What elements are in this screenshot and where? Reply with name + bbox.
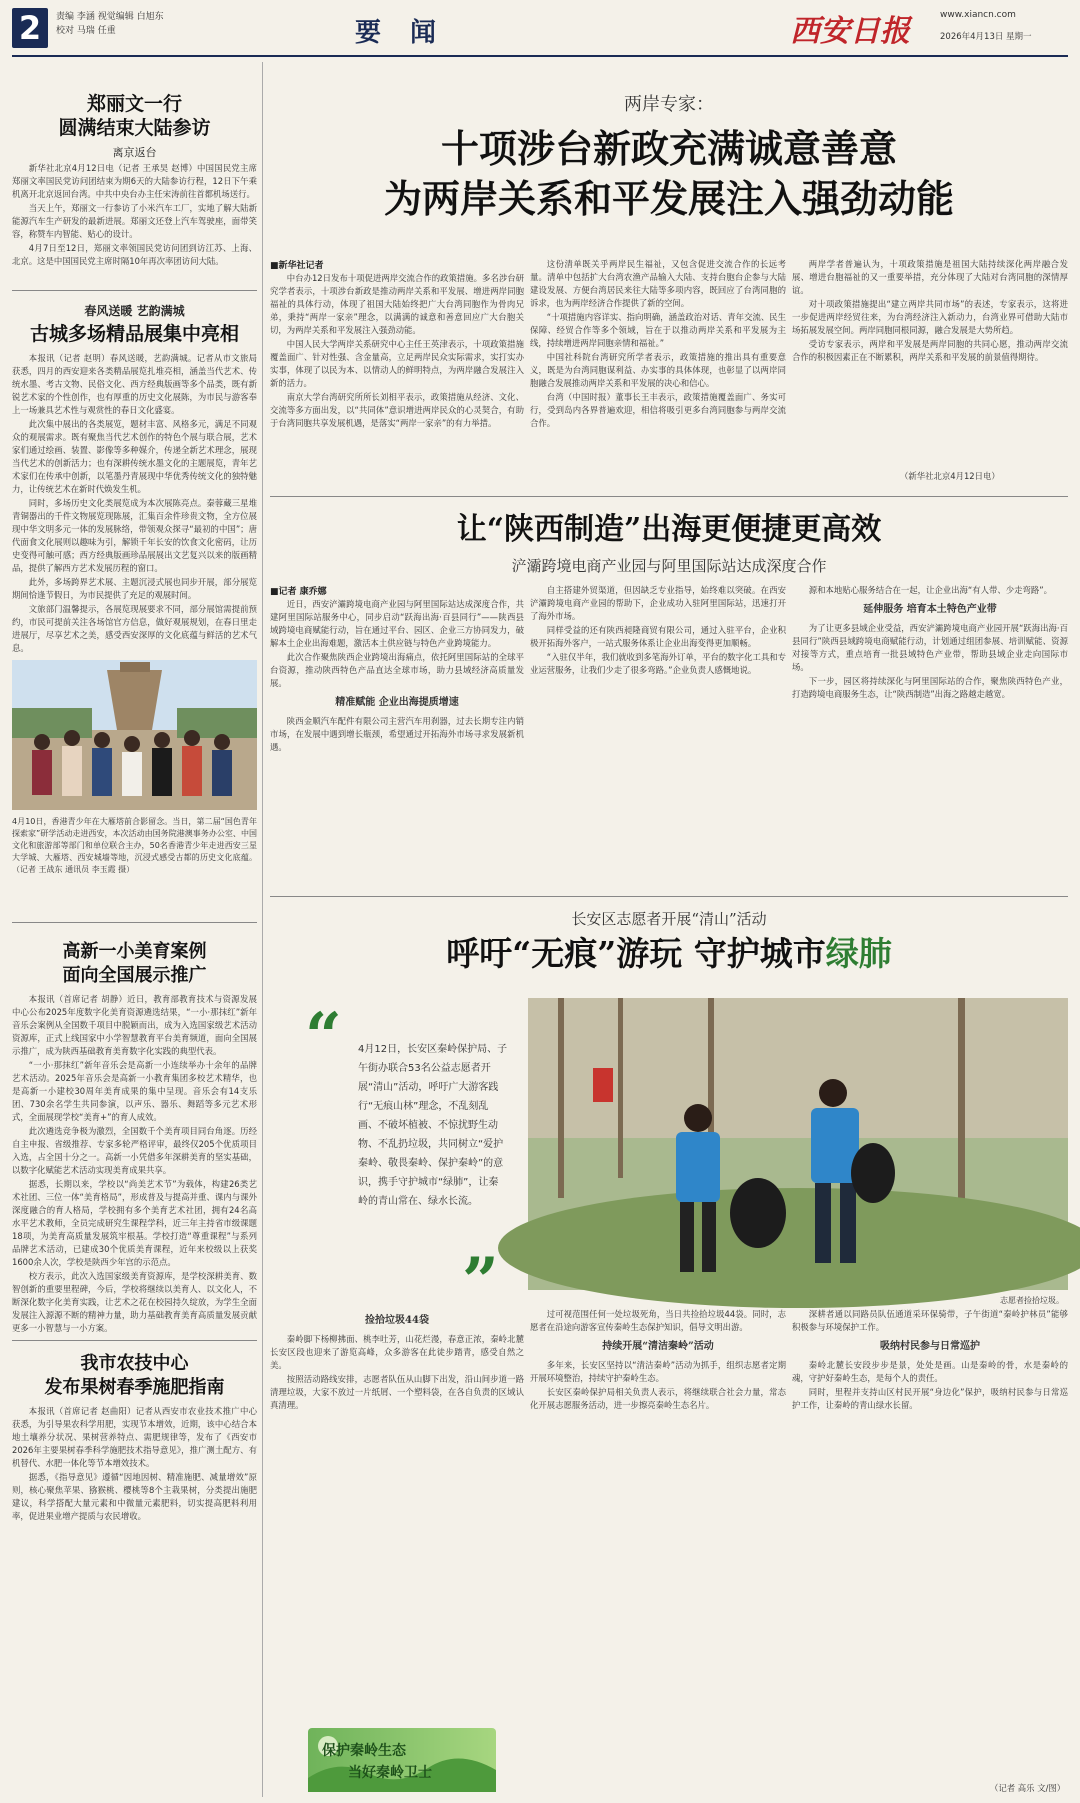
article-2-body bbox=[12, 352, 257, 653]
mid-story-col-3 bbox=[792, 584, 1068, 888]
article-2-kicker: 春风送暖 艺韵满城 bbox=[84, 304, 185, 318]
issue-date: 2026年4月13日 星期一 bbox=[940, 32, 1032, 42]
top-story-para: 台湾（中国时报）董事长王丰表示，政策措施覆盖面广、务实可行，受到岛内各界普遍欢迎，相信将吸引更多台湾同胞参与两岸交流合作。 bbox=[530, 392, 786, 428]
mid-story-subtitle: 浐灞跨境电商产业园与阿里国际站达成深度合作 bbox=[511, 557, 827, 575]
mid-story-col-1 bbox=[270, 598, 524, 888]
top-story-title-line-1: 十项涉台新政充满诚意善意 bbox=[440, 126, 897, 171]
mid-story-byline: ■记者 康乔娜 bbox=[270, 587, 327, 597]
bottom-story-para: 同时，里程并支持山区村民开展“身边化”保护，吸纳村民参与日常巡护工作，让秦岭的青山绿水长留。 bbox=[792, 1387, 1068, 1410]
article-4-title bbox=[12, 1352, 257, 1400]
bottom-story-title-green: 绿肺 bbox=[825, 934, 892, 973]
article-3-para: 此次遴选竞争极为激烈，全国数千个美育项目同台角逐。历经自主申报、省级推荐、专家多轮严格评审，最终仅205个优质项目入选，占全国十分之一。高新一小凭借多年深耕美育的坚实基础，以数字化赋能艺术活动实现美育成果共享。 bbox=[12, 1126, 257, 1175]
top-story-para: 中国社科院台湾研究所学者表示，政策措施的推出具有重要意义，既是为台湾同胞谋利益、办实事的具体体现，也彰显了以两岸同胞融合发展推动两岸关系和平发展的决心和信心。 bbox=[530, 352, 786, 388]
protect-qinling-banner bbox=[308, 1728, 496, 1792]
editors-line-2: 校对 马瑞 任重 bbox=[56, 26, 116, 36]
bottom-story-para: 多年来，长安区坚持以“清洁秦岭”活动为抓手，组织志愿者定期开展环境整治，持续守护秦岭生态。 bbox=[530, 1360, 786, 1383]
header-rule bbox=[12, 55, 1068, 57]
top-story-para: 中国人民大学两岸关系研究中心主任王英津表示，十项政策措施覆盖面广、针对性强、含金量高，立足两岸民众实际需求，实打实办实事，体现了以民为本、以情动人的鲜明特点，为两岸融合发展注入新的活力。 bbox=[270, 339, 524, 388]
editors-credit bbox=[56, 10, 164, 38]
site-url[interactable]: www.xiancn.com bbox=[940, 10, 1016, 20]
top-story-title-line-2: 为两岸关系和平发展注入强劲动能 bbox=[383, 176, 954, 221]
photo-volunteers-picking-trash bbox=[528, 998, 1068, 1290]
bottom-story-subhead: 捡拾垃圾44袋 bbox=[365, 1315, 429, 1326]
mid-story-subhead: 精准赋能 企业出海提质增速 bbox=[335, 697, 459, 708]
article-2-para: 同时，多场历史文化类展览成为本次展陈亮点。秦蓉藏三星堆青铜器出的千件文物展览现陈展，汇集百余件珍贵文物，全方位展现中华文明多元一体的发展脉络，带领观众探寻“最初的中国”；唐代面食文化展则以趣味为引，解锁千年长安的饮食文化密码，让历史变得可触可感；西方经典版画珍品展展出文艺复兴以来的版画精品，提供了解西方艺术发展历程的窗口。 bbox=[12, 498, 257, 573]
article-3-body bbox=[12, 993, 257, 1333]
banner-line-2: 当好秦岭卫士 bbox=[348, 1765, 432, 1781]
bottom-story-title bbox=[270, 932, 1068, 976]
article-3-title-line-2: 面向全国展示推广 bbox=[62, 965, 207, 986]
article-1-para: 当天上午，郑丽文一行参访了小米汽车工厂，实地了解大陆新能源汽车生产研发的最新进展。郑丽文还登上汽车驾驶座，面带笑容，称赞车内智能、贴心的设计。 bbox=[12, 203, 257, 239]
top-story-byline: ■新华社记者 bbox=[270, 261, 324, 271]
bottom-story-quote: 4月12日，长安区秦岭保护局、子午街办联合53名公益志愿者开展“清山”活动，呼吁广大游客践行“无痕山林”理念，不乱刻乱画、不破坏植被、不惊扰野生动物、不乱扔垃圾，共同树立“爱护秦岭、敬畏秦岭、保护秦岭”的意识，携手守护城市“绿肺”，让秦岭的青山常在、绿水长流。 bbox=[358, 1044, 508, 1207]
article-1-title bbox=[12, 92, 257, 140]
article-1-title-line-1: 郑丽文一行 bbox=[86, 93, 182, 115]
top-story-para: 受访专家表示，两岸和平发展是两岸同胞的共同心愿，推动两岸交流合作的积极因素正在不断累积，两岸关系和平发展的前景值得期待。 bbox=[792, 339, 1068, 362]
bottom-story-para: 秦岭北麓长安段步步是景，处处是画。山是秦岭的骨，水是秦岭的魂，守护好秦岭生态，是每个人的责任。 bbox=[792, 1360, 1068, 1383]
article-4-para: 据悉，《指导意见》遵循“因地因树、精准施肥、减量增效”原则，核心聚焦苹果、猕猴桃、樱桃等8个主栽果树，分类提出施肥建议，科学搭配大量元素和中微量元素肥料，切实提高肥料利用率，促进果业增产提质与农民增收。 bbox=[12, 1472, 257, 1521]
bottom-story-para: 秦岭脚下杨柳拂面、桃李吐芳，山花烂漫，春意正浓，秦岭北麓长安区段也迎来了游览高峰，众多游客在此徒步踏青，感受自然之美。 bbox=[270, 1334, 524, 1370]
photo-youth-at-pagoda bbox=[12, 660, 257, 810]
article-4-body bbox=[12, 1405, 257, 1795]
article-1-title-line-2: 圆满结束大陆参访 bbox=[58, 117, 211, 139]
mid-story-col-2 bbox=[530, 584, 786, 888]
top-story-para: 南京大学台湾研究所所长刘相平表示，政策措施从经济、文化、交流等多方面出发，以“共同体”意识增进两岸民众的心灵契合，有助于台湾同胞共享发展机遇，是落实“两岸一家亲”的有力举措。 bbox=[270, 392, 524, 428]
top-story-para: 对十项政策措施提出“建立两岸共同市场”的表述，专家表示，这将进一步促进两岸经贸往来，为台湾经济注入新动力，台湾业界可借助大陆市场拓展发展空间。两岸同胞同根同源，融合发展是大势所趋。 bbox=[792, 299, 1068, 335]
newspaper-logo: 西安日报 bbox=[790, 14, 910, 49]
mid-story-para: 下一步，园区将持续深化与阿里国际站的合作，聚焦陕西特色产业，打造跨境电商服务生态，让“陕西制造”出海之路越走越宽。 bbox=[792, 676, 1068, 699]
mid-story-para: “入驻仅半年，我们就收到多笔海外订单，平台的数字化工具和专业运营服务，让我们少走了很多弯路。”企业负责人感慨地说。 bbox=[530, 652, 786, 675]
editors-line-1: 责编 李涵 视觉编辑 白旭东 bbox=[56, 12, 164, 22]
top-story-para: “十项措施内容详实、指向明确，涵盖政治对话、青年交流、民生保障、经贸合作等多个领域，旨在于以推动两岸关系和平发展为主线，持续增进两岸同胞亲情和福祉。” bbox=[530, 312, 786, 348]
top-story-col-3 bbox=[792, 258, 1068, 466]
article-2-para: 文旅部门温馨提示，各展览现展要求不同，部分展馆需提前预约，市民可提前关注各场馆官方信息，做好观展规划，在春日里走进展厅，尽享艺术之美，感受西安深厚的文化底蕴与鲜活的艺术气息。 bbox=[12, 604, 257, 653]
bottom-story-kicker: 长安区志愿者开展“清山”活动 bbox=[571, 910, 767, 928]
article-2-para: 此次集中展出的各类展览，题材丰富、风格多元，满足不同观众的观展需求。既有聚焦当代艺术创作的特色个展与联合展，艺术家们通过绘画、装置、影像等多种媒介，传递全新艺术理念，展现当代艺术的创新活力；也有深耕传统水墨文化的主题展览，青年艺术家们在传承中创新，以笔墨丹青展现中华优秀传统文化的独特魅力，让传统艺术在新时代焕发生机。 bbox=[12, 419, 257, 494]
bottom-story-col-3 bbox=[792, 1308, 1068, 1778]
mid-story-para: 陕西金顺汽车配件有限公司主营汽车用刹器，过去长期专注内销市场，在发展中遇到增长瓶颈，希望通过开拓海外市场寻求发展新机遇。 bbox=[270, 716, 524, 752]
article-2-para: 此外，多场跨界艺术展、主题沉浸式展也同步开展，部分展览期间恰逢节假日，为市民提供了充足的观展时间。 bbox=[12, 577, 257, 600]
article-1-subtitle: 离京返台 bbox=[112, 146, 157, 159]
article-3-para: 本报讯（首席记者 胡静）近日，教育部教育技术与资源发展中心公布2025年度数字化美育资源遴选结果，“一小·那抹红”新年音乐会案例从全国数千项目中脱颖而出，成为入选国家级艺术活动资源库，正式上线国家中小学智慧教育平台美育频道，面向全国展示推广，成为陕西基础教育美育数字化实践的典型代表。 bbox=[12, 994, 257, 1056]
top-story-dateline: （新华社北京4月12日电） bbox=[900, 471, 1000, 481]
mid-story-para: 源和本地贴心服务结合在一起，让企业出海“有人带、少走弯路”。 bbox=[808, 585, 1052, 595]
bottom-story-para: 按照活动路线安排，志愿者队伍从山脚下出发，沿山间步道一路清理垃圾，大家不放过一片纸屑、一个塑料袋，在各自负责的区域认真清理。 bbox=[270, 1374, 524, 1410]
top-story-title bbox=[270, 124, 1068, 224]
column-divider bbox=[262, 62, 263, 1797]
article-separator bbox=[12, 922, 257, 923]
article-1-para: 4月7日至12日，郑丽文率领国民党访问团到访江苏、上海、北京。这是中国国民党主席时隔10年再次率团访问大陆。 bbox=[12, 243, 257, 266]
mid-story-para: 近日，西安浐灞跨境电商产业园与阿里国际站达成深度合作，共建阿里国际站服务中心，同步启动“跃海出海·百县同行”——陕西县域跨境电商赋能行动，旨在通过平台、园区、企业三方协同发力，破解本土企业出海难题，激活本土供应链与特色产业跨境能力。 bbox=[270, 599, 524, 648]
article-4-title-line-2: 发布果树春季施肥指南 bbox=[44, 1377, 225, 1398]
bottom-story-credit: （记者 高乐 文/图） bbox=[990, 1783, 1066, 1793]
quote-open-icon: “ bbox=[305, 999, 342, 1074]
article-3-para: 据悉，长期以来，学校以“尚美艺术节”为载体，构建26类艺术社团、三位一体“美育格局”，形成普及与提高并重、课内与课外深度融合的育人格局，学校拥有多个美育艺术社团，拥有24名高水平艺术教师，全员完成研究生课程学科，近三年主持省市级课题18项，为美育高质量发展筑牢根基。学校打造“尊重课程”与系列品牌艺术活动，已建成30个优质美育课程，近年来校级以上获奖1600余人次，学校是陕西少年宫的示范点。 bbox=[12, 1179, 257, 1267]
article-1-para: 新华社北京4月12日电（记者 王承昊 赵博）中国国民党主席郑丽文率国民党访问团结束为期6天的大陆参访行程，12日下午乘机离开北京返回台湾。中共中央台办主任宋涛前往首都机场送行。 bbox=[12, 163, 257, 199]
banner-background-art bbox=[308, 1728, 496, 1792]
story-separator bbox=[270, 496, 1068, 497]
article-3-title-line-1: 高新一小美育案例 bbox=[62, 941, 207, 962]
article-3-title bbox=[12, 940, 257, 988]
article-1-body bbox=[12, 162, 257, 274]
article-4-para: 本报讯（首席记者 赵曲阳）记者从西安市农业技术推广中心获悉，为引导果农科学用肥，实现节本增效，近期，该中心结合本地土壤养分状况、果树营养特点、需肥规律等，发布了《西安市2026年主要果树春季科学施肥技术指导意见》，推广测土配方、有机替代、水肥一体化等节本增效技术。 bbox=[12, 1406, 257, 1468]
bottom-story-para: 长安区秦岭保护局相关负责人表示，将继续联合社会力量，常态化开展志愿服务活动，进一步擦亮秦岭生态名片。 bbox=[530, 1387, 786, 1410]
section-title: 要 闻 bbox=[355, 18, 447, 48]
photo-caption-left: 4月10日，香港青少年在大雁塔前合影留念。当日，第二届“国色青年探索家”研学活动走进西安，本次活动由国务院港澳事务办公室、中国文化和旅游部等部门和单位联合主办，50名香港青少年走进西安三星大学城、大雁塔、西安城墙等地，沉浸式感受古都的历史文化底蕴。（记者 王战东 通讯员 李玉霞 摄） bbox=[12, 817, 257, 874]
bottom-story-title-main: 呼吁“无痕”游玩 守护城市 bbox=[446, 934, 826, 973]
article-separator bbox=[12, 1340, 257, 1341]
top-story-col-2 bbox=[530, 258, 786, 482]
mid-story-subhead: 延伸服务 培育本土特色产业带 bbox=[863, 604, 997, 615]
article-2-para: 本报讯（记者 赵明）春风送暖，艺韵满城。记者从市文旅局获悉，四月的西安迎来各类精品展览扎堆亮相，涵盖当代艺术、传统水墨、考古文物、民俗文化、西方经典版画等多个品类，既有新锐艺术家的个性创作，也有厚重的历史文化展陈，为市民与游客奉上一场兼具艺术性与观赏性的春日文化盛宴。 bbox=[12, 353, 257, 415]
article-3-para: 校方表示，此次入选国家级美育资源库，是学校深耕美育、数智创新的重要里程碑，今后，学校将继续以美育人、以文化人，不断深化数字化美育实践，让艺术之花在校园持久绽放，为学生全面发展注入源源不断的精神力量，助力基础教育美育高质量发展贡献更多一小智慧与一小方案。 bbox=[12, 1271, 257, 1333]
banner-line-1: 保护秦岭生态 bbox=[322, 1743, 406, 1759]
top-story-col-1 bbox=[270, 272, 524, 482]
top-story-para: 这份清单既关乎两岸民生福祉，又包含促进交流合作的长远考量。清单中包括扩大台湾农渔产品输入大陆、支持台胞台企参与大陆建设发展、方便台湾居民来往大陆等多项内容，既回应了台湾同胞的诉求，也为两岸经济合作提供了新的空间。 bbox=[530, 259, 786, 308]
bottom-story-subhead: 持续开展“清洁秦岭”活动 bbox=[602, 1341, 714, 1352]
bottom-story-para: 过可视范围任何一处垃圾死角，当日共捡拾垃圾44袋。同时，志愿者在沿途向游客宣传秦岭生态保护知识，倡导文明出游。 bbox=[530, 1309, 786, 1332]
article-2-title: 古城多场精品展集中亮相 bbox=[29, 323, 239, 345]
bottom-story-col-2 bbox=[530, 1308, 786, 1798]
mid-story-title: 让“陕西制造”出海更便捷更高效 bbox=[456, 512, 882, 547]
top-story-para: 两岸学者普遍认为，十项政策措施是祖国大陆持续深化两岸融合发展、增进台胞福祉的又一重要举措，充分体现了大陆对台湾同胞的深情厚谊。 bbox=[792, 259, 1068, 295]
article-3-para: “一小·那抹红”新年音乐会是高新一小连续举办十余年的品牌艺术活动。2025年音乐会是高新一小教育集团多校艺术精华，也是高新一小建校30周年美育成果的集中呈现。音乐会有14支乐团、730余名学生共同参演，以声乐、器乐、舞蹈等多元艺术形式，全面展现学校“美育+”的育人成效。 bbox=[12, 1060, 257, 1122]
bottom-story-para: 深耕者通以同路员队伍通道采环保骑带，子午街道“秦岭护林员”能够积极参与环境保护工作。 bbox=[792, 1309, 1068, 1332]
photo-caption-right: 志愿者捡拾垃圾。 bbox=[1000, 1296, 1064, 1305]
mid-story-para: 为了让更多县域企业受益，西安浐灞跨境电商产业园开展“跃海出海·百县同行”陕西县域跨境电商赋能行动，计划通过组团参展、培训赋能、资源对接等方式，重点培育一批县域特色产业带，帮助县域企业走向国际市场。 bbox=[792, 623, 1068, 672]
mid-story-para: 此次合作聚焦陕西企业跨境出海痛点，依托阿里国际站的全球平台资源，推动陕西特色产品直达全球市场，助力县域经济高质量发展。 bbox=[270, 652, 524, 688]
story-separator bbox=[270, 896, 1068, 897]
quote-close-icon: ” bbox=[462, 1244, 499, 1319]
top-story-kicker: 两岸专家： bbox=[624, 94, 714, 115]
bottom-story-col-1 bbox=[270, 1308, 524, 1723]
article-4-title-line-1: 我市农技中心 bbox=[80, 1353, 189, 1374]
bottom-story-subhead: 吸纳村民参与日常巡护 bbox=[880, 1341, 980, 1352]
page-number: 2 bbox=[12, 8, 48, 48]
top-story-para: 中台办12日发布十项促进两岸交流合作的政策措施。多名涉台研究学者表示，十项涉台新政是推动两岸关系和平发展、增进两岸同胞福祉的具体行动，体现了祖国大陆始终把广大台湾同胞作为骨肉兄弟，秉持“两岸一家亲”理念，以满满的诚意和善意回应广大台胞关切，为两岸关系和平发展注入强劲动能。 bbox=[270, 273, 524, 335]
mid-story-para: 自主搭建外贸渠道，但因缺乏专业指导，始终难以突破。在西安浐灞跨境电商产业园的帮助下，企业成功入驻阿里国际站，迅速打开了海外市场。 bbox=[530, 585, 786, 621]
article-separator bbox=[12, 290, 257, 291]
mid-story-para: 同样受益的还有陕西昶隆商贸有限公司，通过入驻平台，企业积极开拓海外客户，一站式服务体系让企业出海变得更加顺畅。 bbox=[530, 625, 786, 648]
